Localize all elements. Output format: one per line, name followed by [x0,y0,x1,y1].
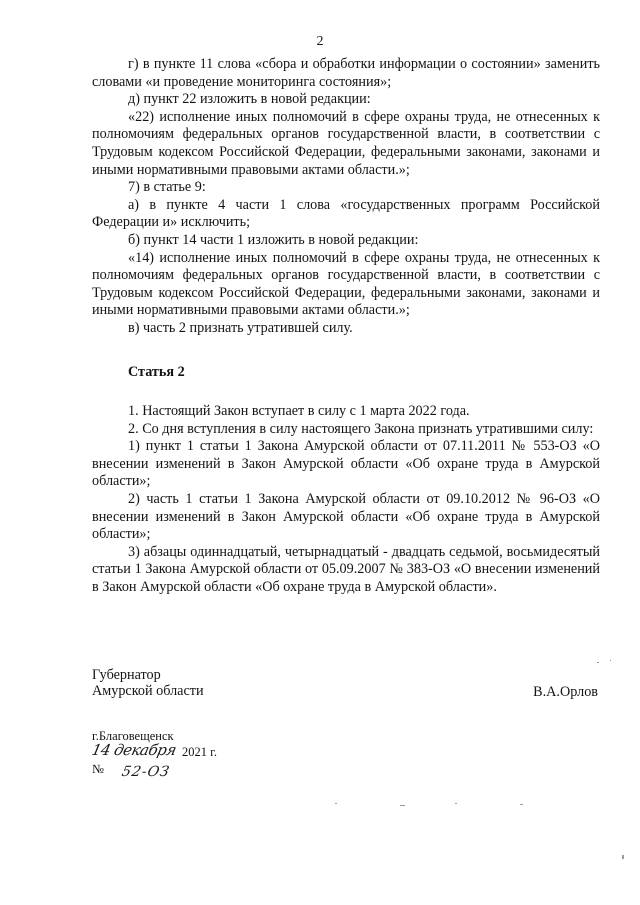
paragraph: 1. Настоящий Закон вступает в силу с 1 марта 2022 года. [128,403,470,420]
paragraph: «22) исполнение иных полномочий в сфере охраны труда, не отнесенных к полномочиям федеральных органов государственной власти, в соответствии с Трудовым кодексом Российской Федерации, федеральными законами, законами и иными нормативными правовыми актами области.»; [92,108,600,178]
signatory-title-line: Амурской области [92,683,204,699]
year: 2021 г. [182,745,217,759]
signatory-title-line: Губернатор [92,667,161,683]
page-number: 2 [316,34,324,49]
number-sign: № [92,762,104,776]
paragraph: «14) исполнение иных полномочий в сфере охраны труда, не отнесенных к полномочиям федеральных органов государственной власти, в соответствии с Трудовым кодексом Российской Федерации, федеральными законами, законами и иными нормативными правовыми актами области.»; [92,249,600,319]
paragraph: б) пункт 14 части 1 изложить в новой редакции: [128,231,419,248]
paragraph: в) часть 2 признать утратившей силу. [128,319,353,336]
paragraph: г) в пункте 11 слова «сбора и обработки информации о состоянии» заменить словами «и проведение мониторинга состояния»; [92,56,600,90]
handwritten-law-number: 52-ОЗ [120,764,172,780]
paragraph: д) пункт 22 изложить в новой редакции: [128,91,371,108]
document-body [92,56,600,597]
signatory-title [92,667,204,699]
paragraph: 7) в статье 9: [128,179,206,196]
paragraph: а) в пункте 4 части 1 слова «государственных программ Российской Федерации и» исключить; [92,196,600,231]
signatory-name: В.А.Орлов [533,684,598,700]
paragraph: 2) часть 1 статьи 1 Закона Амурской области от 09.10.2012 № 96-ОЗ «О внесении изменений в Закон Амурской области «Об охране труда в Амурской области»; [92,491,600,543]
law-number-line [92,762,292,784]
article-heading: Статья 2 [128,363,185,380]
paragraph: 3) абзацы одиннадцатый, четырнадцатый - двадцать седьмой, восьмидесятый статьи 1 Закона Амурской области от 05.09.2007 № 383-ОЗ «О внесении изменений в Закон Амурской области «Об охране труда в Амурской области». [92,543,600,596]
handwritten-date: 14 декабря [90,741,178,759]
paragraph: 2. Со дня вступления в силу настоящего Закона признать утратившими силу: [128,420,594,437]
paragraph: 1) пункт 1 статьи 1 Закона Амурской области от 07.11.2011 № 553-ОЗ «О внесении изменений в Закон Амурской области «Об охране труда в Амурской области»; [92,438,600,490]
place-of-signing: г.Благовещенск [92,729,174,743]
